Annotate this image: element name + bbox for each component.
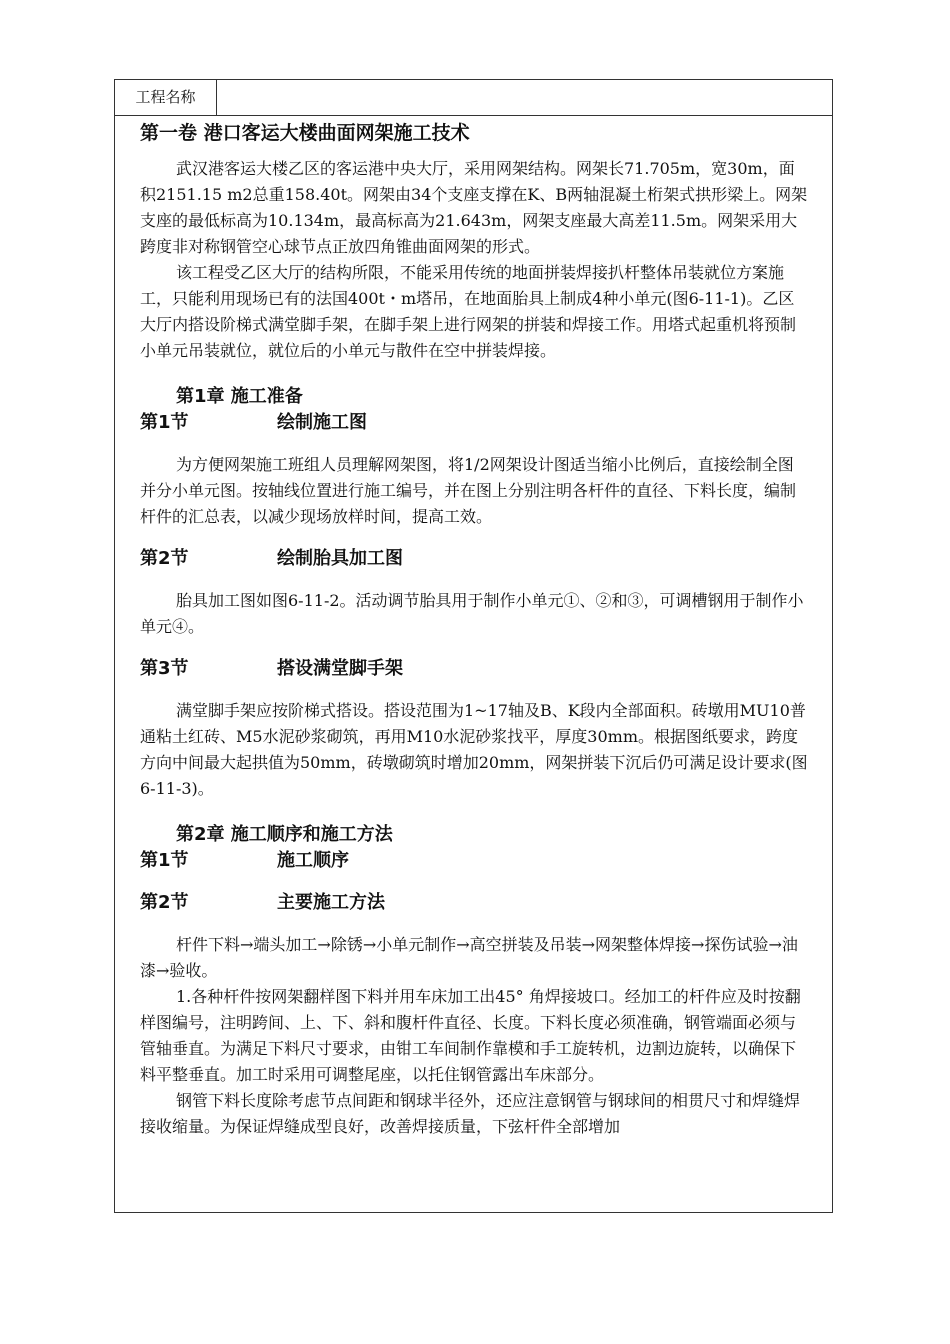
construction-sequence-text: 杆件下料→端头加工→除锈→小单元制作→高空拼装及吊装→网架整体焊接→探伤试验→油漆→验收。 (140, 935, 798, 980)
section-number: 第2节 (140, 892, 189, 913)
document-body (140, 116, 808, 1140)
section-number: 第3节 (140, 658, 189, 679)
section-2-1-heading (140, 848, 808, 874)
section-1-1-heading (140, 410, 808, 436)
project-name-label: 工程名称 (115, 80, 217, 115)
volume-title: 第一卷 港口客运大楼曲面网架施工技术 (140, 122, 470, 144)
section-1-1-text: 为方便网架施工班组人员理解网架图，将1/2网架设计图适当缩小比例后，直接绘制全图并分小单元图。按轴线位置进行施工编号，并在图上分别注明各杆件的直径、下料长度，编制杆件的汇总表，以减少现场放样时间，提高工效。 (140, 455, 797, 526)
section-title: 绘制胎具加工图 (277, 548, 403, 569)
header-row (115, 80, 832, 116)
section-number: 第1节 (140, 412, 189, 433)
document-table (114, 79, 833, 1213)
section-title: 绘制施工图 (277, 412, 367, 433)
method-paragraph-2: 钢管下料长度除考虑节点间距和钢球半径外，还应注意钢管与钢球间的相贯尺寸和焊缝焊接收缩量。为保证焊缝成型良好，改善焊接质量，下弦杆件全部增加 (140, 1091, 801, 1136)
chapter-2-title: 第2章 施工顺序和施工方法 (176, 824, 393, 845)
section-number: 第2节 (140, 548, 189, 569)
section-1-3-text: 满堂脚手架应按阶梯式搭设。搭设范围为1~17轴及B、K段内全部面积。砖墩用MU10普通粘土红砖、M5水泥砂浆砌筑，再用M10水泥砂浆找平，厚度30mm。根据图纸要求，跨度方向中间最大起拱值为50mm，砖墩砌筑时增加20mm，网架拼装下沉后仍可满足设计要求(图6-11-3)。 (140, 701, 808, 798)
section-title: 主要施工方法 (277, 892, 385, 913)
section-1-2-heading (140, 546, 808, 572)
section-title: 搭设满堂脚手架 (277, 658, 403, 679)
method-paragraph-1: 1.各种杆件按网架翻样图下料并用车床加工出45° 角焊接坡口。经加工的杆件应及时按翻样图编号，注明跨间、上、下、斜和腹杆件直径、长度。下料长度必须准确，钢管端面必须与管轴垂直。为满足下料尺寸要求，由钳工车间制作靠模和手工旋转机，边割边旋转，以确保下料平整垂直。加工时采用可调整尾座，以托住钢管露出车床部分。 (140, 987, 801, 1084)
section-2-2-heading (140, 890, 808, 916)
section-number: 第1节 (140, 850, 189, 871)
intro-paragraph-1: 武汉港客运大楼乙区的客运港中央大厅，采用网架结构。网架长71.705m，宽30m，面积2151.15 m2总重158.40t。网架由34个支座支撑在K、B两轴混凝土桁架式拱形梁上。网架支座的最低标高为10.134m，最高标高为21.643m，网架支座最大高差11.5m。网架采用大跨度非对称钢管空心球节点正放四角锥曲面网架的形式。 (140, 159, 808, 256)
chapter-1-title: 第1章 施工准备 (176, 386, 303, 407)
section-1-3-heading (140, 656, 808, 682)
section-title: 施工顺序 (277, 850, 349, 871)
intro-paragraph-2: 该工程受乙区大厅的结构所限，不能采用传统的地面拼装焊接扒杆整体吊装就位方案施工，只能利用现场已有的法国400t・m塔吊，在地面胎具上制成4种小单元(图6-11-1)。乙区大厅内搭设阶梯式满堂脚手架，在脚手架上进行网架的拼装和焊接工作。用塔式起重机将预制小单元吊装就位，就位后的小单元与散件在空中拼装焊接。 (140, 263, 797, 360)
section-1-2-text: 胎具加工图如图6-11-2。活动调节胎具用于制作小单元①、②和③，可调槽钢用于制作小单元④。 (140, 591, 804, 636)
